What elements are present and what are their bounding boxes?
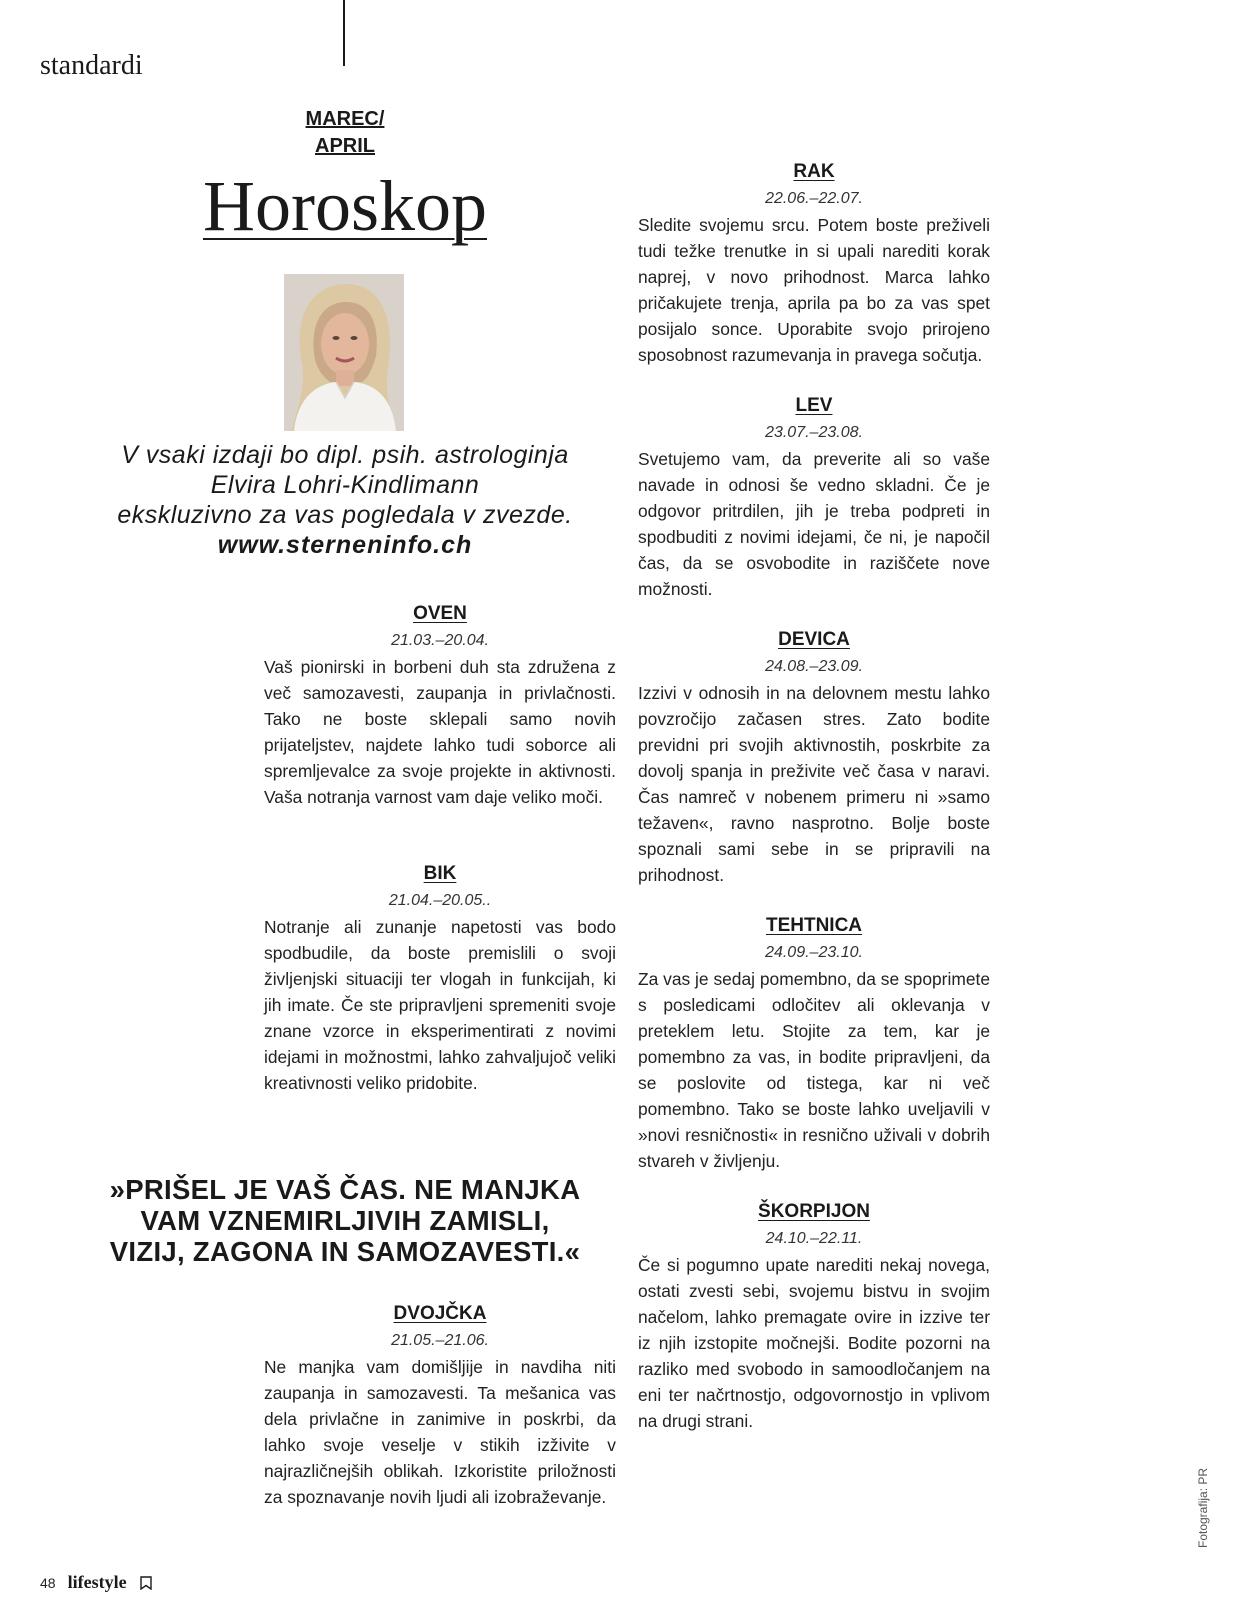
intro-text	[90, 440, 600, 560]
sign-text: Vaš pionirski in borbeni duh sta združena z več samozavesti, zaupanja in privlačnosti. Tako ne boste sklepali samo novih prijateljstev, najdete lahko tudi soborce ali spremljevalce za svoje projekte in aktivnosti. Vaša notranja varnost vam daje veliko moči.	[264, 657, 617, 807]
sign-name: RAK	[793, 161, 835, 182]
pull-quote	[80, 1174, 610, 1267]
sign-dates: 24.10.–22.11.	[765, 1230, 863, 1247]
sign-name: DVOJČKA	[393, 1303, 487, 1324]
sign-dates: 24.08.–23.09.	[765, 658, 863, 675]
sign-dates: 21.05.–21.06.	[391, 1332, 489, 1349]
sign-name: BIK	[423, 863, 457, 884]
sign-text: Izzivi v odnosih in na delovnem mestu lahko povzročijo začasen stres. Zato bodite previdni pri svojih aktivnostih, poskrbite za dovolj spanja in preživite več časa v naravi. Čas namreč v nobenem primeru ni »samo težaven«, ravno nasprotno. Bolje boste spoznali sami sebe in se pripravili na prihodnost.	[638, 683, 990, 885]
sign-name: ŠKORPIJON	[758, 1201, 870, 1222]
sign-skorpijon	[638, 1200, 990, 1434]
sign-lev	[638, 394, 990, 602]
sign-name: TEHTNICA	[765, 915, 863, 936]
sign-dvojcka	[264, 1302, 616, 1510]
sign-oven	[264, 602, 616, 810]
issue-month-2: APRIL	[315, 135, 375, 157]
sign-dates: 21.03.–20.04.	[391, 632, 489, 649]
intro-line-3: ekskluzivno za vas pogledala v zvezde.	[117, 501, 573, 529]
sign-text: Notranje ali zunanje napetosti vas bodo spodbudile, da boste premislili o svoji življenjski situaciji ter vlogah in funkcijah, ki jih imate. Če ste pripravljeni spremeniti svoje znane vzorce in eksperimentirati z novimi idejami in možnostmi, lahko zahvaljujoč veliki kreativnosti veliko pridobite.	[264, 917, 616, 1093]
sign-dates: 23.07.–23.08.	[765, 424, 863, 441]
sign-name: LEV	[795, 395, 833, 416]
sign-name: OVEN	[413, 603, 467, 624]
sign-name: DEVICA	[778, 629, 850, 650]
sign-dates: 21.04.–20.05..	[388, 892, 492, 909]
sign-text: Za vas je sedaj pomembno, da se spoprimete s posledicami odločitev ali oklevanja v preteklem letu. Stojite za tem, kar je pomembno za vas, in bodite pripravljeni, da se poslovite od tistega, kar ni več pomembno. Tako se boste lahko uveljavili v »novi resničnosti« in resnično uživali v dobrih stvareh v življenju.	[638, 969, 990, 1171]
sign-text: Če si pogumno upate narediti nekaj novega, ostati zvesti sebi, svojemu bistvu in svojim načelom, lahko premagate ovire in izzive ter iz njih izstopite močnejši. Bodite pozorni na razliko med svobodo in samoodločanjem na eni ter načrtnostjo, odgovornostjo in vplivom na drugi strani.	[638, 1255, 990, 1431]
page-footer	[40, 1572, 153, 1593]
sign-dates: 22.06.–22.07.	[765, 190, 863, 207]
astrologer-website-link[interactable]: www.sterneninfo.ch	[217, 531, 473, 559]
astrologer-portrait	[284, 274, 404, 431]
page-title: Horoskop	[203, 166, 487, 246]
bookmark-icon	[139, 1576, 153, 1590]
issue-month-1: MAREC/	[305, 108, 385, 130]
page-number: 48	[40, 1574, 56, 1591]
photo-credit: Fotografija: PR	[1196, 1467, 1210, 1548]
sign-dates: 24.09.–23.10.	[765, 944, 863, 961]
sign-tehtnica	[638, 914, 990, 1174]
sign-text: Svetujemo vam, da preverite ali so vaše navade in odnosi še vedno skladni. Če je odgovor pritrdilen, jih je treba podpreti in spodbuditi z novimi idejami, če ni, je napočil čas, da se osvobodite in raziščete nove možnosti.	[638, 449, 990, 599]
pull-quote-line-1: »PRIŠEL JE VAŠ ČAS. NE MANJKA	[109, 1174, 581, 1205]
issue-label	[250, 106, 440, 160]
sign-rak	[638, 160, 990, 368]
magazine-brand: lifestyle	[67, 1572, 127, 1592]
intro-line-2: Elvira Lohri-Kindlimann	[210, 471, 480, 499]
sign-text: Sledite svojemu srcu. Potem boste preživeli tudi težke trenutke in si upali narediti korak naprej, v novo prihodnost. Marca lahko pričakujete trenja, aprila pa bo za vas spet posijalo sonce. Uporabite svojo prirojeno sposobnost razumevanja in pravega sočutja.	[638, 215, 990, 365]
sign-bik	[264, 862, 616, 1096]
sign-text: Ne manjka vam domišljije in navdiha niti zaupanja in samozavesti. Ta mešanica vas dela privlačne in zanimive in poskrbi, da lahko svoje veselje v stikih izživite v najrazličnejših oblikah. Izkoristite priložnosti za spoznavanje novih ljudi ali izobraževanje.	[264, 1357, 616, 1507]
section-label: standardi	[40, 50, 143, 81]
intro-line-1: V vsaki izdaji bo dipl. psih. astrologinja	[121, 441, 569, 469]
pull-quote-line-3: VIZIJ, ZAGONA IN SAMOZAVESTI.«	[109, 1236, 581, 1267]
pull-quote-line-2: VAM VZNEMIRLJIVIH ZAMISLI,	[140, 1205, 550, 1236]
header-divider-line	[343, 0, 345, 66]
sign-devica	[638, 628, 990, 888]
